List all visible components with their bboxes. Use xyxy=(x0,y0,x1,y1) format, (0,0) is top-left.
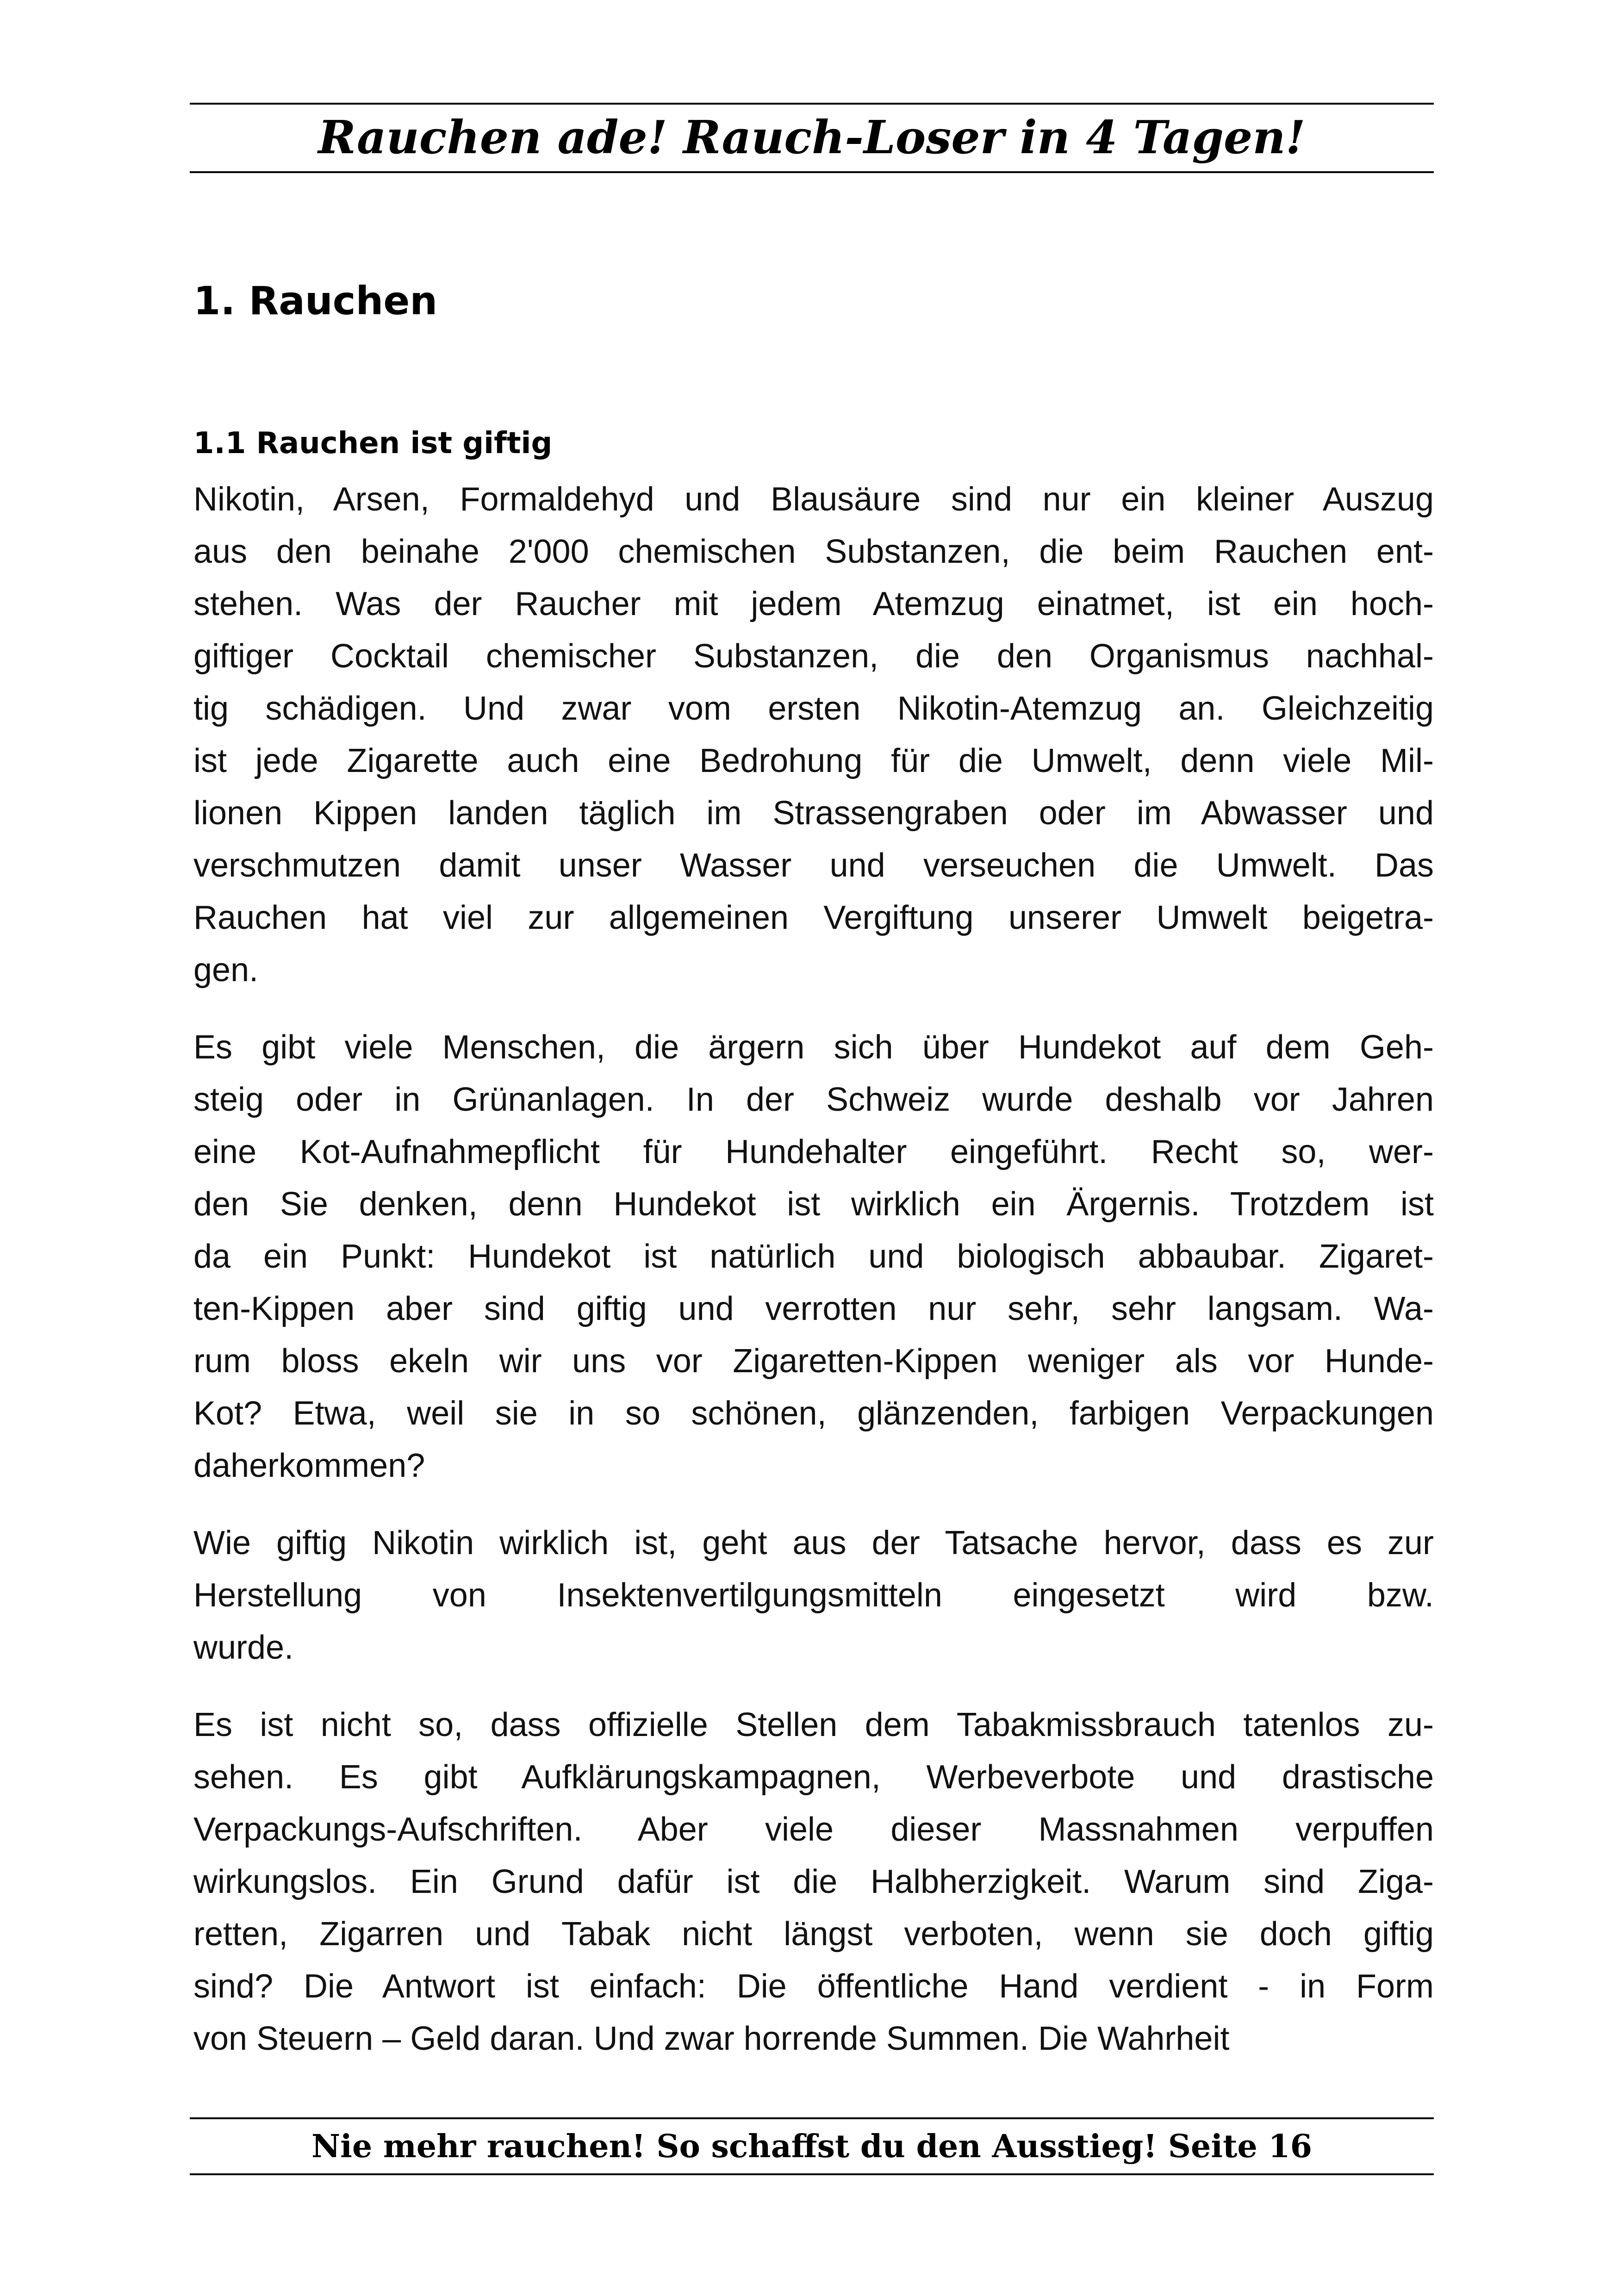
text-line: retten, Zigarren und Tabak nicht längst verboten, wenn sie doch giftig xyxy=(193,1916,1434,1953)
text-line: Es gibt viele Menschen, die ärgern sich über Hundekot auf dem Geh- xyxy=(193,1029,1434,1066)
text-line: daherkommen? xyxy=(193,1447,425,1484)
text-line: Rauchen hat viel zur allgemeinen Vergiftung unserer Umwelt beigetra- xyxy=(193,899,1434,936)
text-line: gen. xyxy=(193,952,259,989)
text-line: steig oder in Grünanlagen. In der Schweiz wurde deshalb vor Jahren xyxy=(193,1081,1434,1118)
section-heading: 1.1 Rauchen ist giftig xyxy=(193,426,553,460)
running-header-title: Rauchen ade! Rauch-Loser in 4 Tagen! xyxy=(318,111,1306,164)
text-line: Es ist nicht so, dass offizielle Stellen dem Tabakmissbrauch tatenlos zu- xyxy=(193,1706,1434,1743)
running-footer: Nie mehr rauchen! So schaffst du den Ausstieg! Seite 16 xyxy=(311,2128,1313,2165)
text-line: ist jede Zigarette auch eine Bedrohung für die Umwelt, denn viele Mil- xyxy=(193,742,1434,779)
paragraph xyxy=(193,1021,1434,1492)
text-line: den Sie denken, denn Hundekot ist wirklich ein Ärgernis. Trotzdem ist xyxy=(193,1186,1434,1223)
text-line: aus den beinahe 2'000 chemischen Substanzen, die beim Rauchen ent- xyxy=(193,533,1434,570)
text-line: rum bloss ekeln wir uns vor Zigaretten-Kippen weniger als vor Hunde- xyxy=(193,1343,1434,1380)
text-line: Verpackungs-Aufschriften. Aber viele dieser Massnahmen verpuffen xyxy=(193,1811,1434,1848)
text-line: eine Kot-Aufnahmepflicht für Hundehalter eingeführt. Recht so, wer- xyxy=(193,1133,1434,1170)
text-line: lionen Kippen landen täglich im Strassengraben oder im Abwasser und xyxy=(193,795,1434,832)
text-line: Kot? Etwa, weil sie in so schönen, glänzenden, farbigen Verpackungen xyxy=(193,1395,1434,1432)
text-line: verschmutzen damit unser Wasser und verseuchen die Umwelt. Das xyxy=(193,847,1434,884)
text-line: tig schädigen. Und zwar vom ersten Nikotin-Atemzug an. Gleichzeitig xyxy=(193,690,1434,727)
paragraph xyxy=(193,1699,1434,2065)
text-line: Herstellung von Insektenvertilgungsmitteln eingesetzt wird bzw. xyxy=(193,1577,1434,1614)
text-line: ten-Kippen aber sind giftig und verrotten nur sehr, sehr langsam. Wa- xyxy=(193,1290,1434,1327)
text-line: von Steuern – Geld daran. Und zwar horrende Summen. Die Wahrheit xyxy=(193,2020,1230,2057)
body-text xyxy=(193,473,1434,2090)
text-line: giftiger Cocktail chemischer Substanzen, die den Organismus nachhal- xyxy=(193,638,1434,675)
text-line: Nikotin, Arsen, Formaldehyd und Blausäure sind nur ein kleiner Auszug xyxy=(193,481,1434,518)
text-line: sehen. Es gibt Aufklärungskampagnen, Werbeverbote und drastische xyxy=(193,1759,1434,1796)
text-line: sind? Die Antwort ist einfach: Die öffentliche Hand verdient - in Form xyxy=(193,1968,1434,2005)
text-line: da ein Punkt: Hundekot ist natürlich und biologisch abbaubar. Zigaret- xyxy=(193,1238,1434,1275)
text-line: wirkungslos. Ein Grund dafür ist die Halbherzigkeit. Warum sind Ziga- xyxy=(193,1863,1434,1900)
header-rule-bottom xyxy=(190,171,1434,173)
header-rule-top xyxy=(190,103,1434,105)
footer-rule-bottom xyxy=(190,2173,1434,2175)
footer-rule-top xyxy=(190,2117,1434,2119)
chapter-heading: 1. Rauchen xyxy=(193,278,438,324)
text-line: stehen. Was der Raucher mit jedem Atemzug einatmet, ist ein hoch- xyxy=(193,585,1434,622)
text-line: Wie giftig Nikotin wirklich ist, geht aus der Tatsache hervor, dass es zur xyxy=(193,1524,1434,1562)
text-line: wurde. xyxy=(193,1629,294,1666)
paragraph xyxy=(193,473,1434,996)
paragraph xyxy=(193,1517,1434,1674)
